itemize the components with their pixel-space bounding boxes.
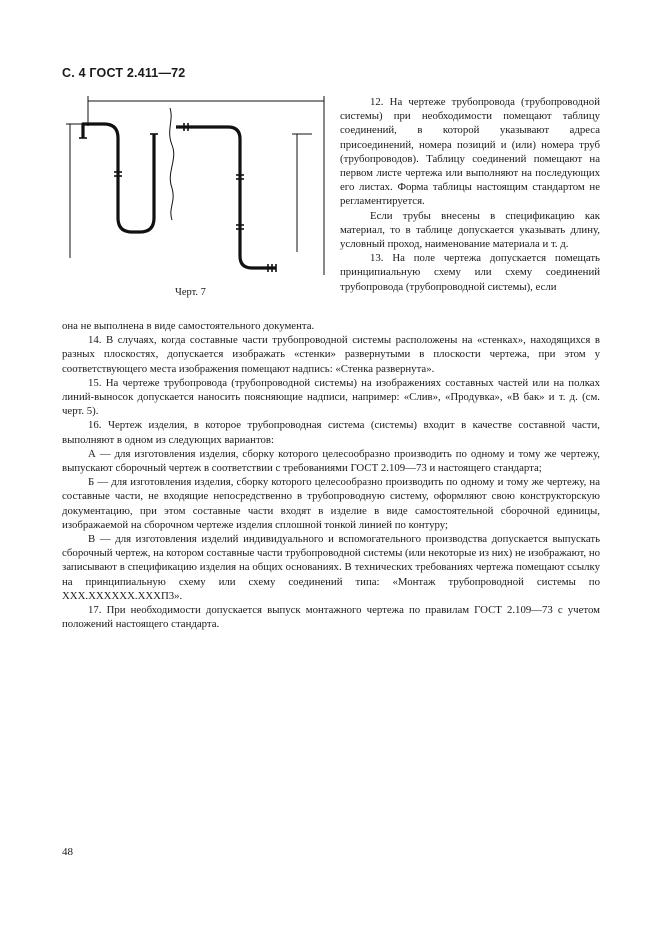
fittings: [79, 123, 276, 272]
paragraph-16-a: А — для изготовления изделия, сборку которого целесообразно производить по одному и тому же чертежу, выпускают сборочный чертеж в соответствии с требованиями ГОСТ 2.109—73 и настоящего стандарта;: [62, 447, 600, 475]
paragraph-13: 13. На поле чертежа допускается помещать принципиальную схему или схему соединений трубопровода (трубопроводной системы), если: [340, 252, 600, 293]
break-line: [170, 108, 174, 220]
pipeline-path: [83, 124, 154, 232]
paragraph-13-end: она не выполнена в виде самостоятельного документа.: [62, 320, 315, 332]
paragraph-12: 12. На чертеже трубопровода (трубопроводной системы) при необходимости помещают таблицу соединений, в которой указывают адреса присоединений, номера позиций и (или) номера труб (трубопроводов). Таблицу соединений помещают на первом листе чертежа или выполняют на последующих его листах. Форма таблицы настоящим стандартом не регламентируется.: [340, 96, 600, 208]
figure-caption: Черт. 7: [175, 287, 206, 298]
page-header: С. 4 ГОСТ 2.411—72: [62, 66, 186, 80]
paragraph-16-c: В — для изготовления изделий индивидуального и вспомогательного производства допускается выпускать сборочный чертеж, на котором составные части трубопроводной системы (или некоторые из них) не изображают, но записывают в спецификацию изделия на общих основаниях. В технических требованиях чертежа помещают ссылку на принципиальную схему или схему соединений типа: «Монтаж трубопроводной системы по XXX.XXXXXX.XXXП3».: [62, 533, 600, 602]
right-column-text: [340, 95, 600, 294]
pipeline-path-right: [176, 127, 276, 268]
paragraph-15: 15. На чертеже трубопровода (трубопроводной системы) на изображениях составных частей или на полках линий-выносок допускается наносить поясняющие надписи, например: «Слив», «Продувка», «В бак» и т. д. (см. черт. 5).: [62, 376, 600, 418]
page-number: 48: [62, 846, 73, 858]
paragraph-14: 14. В случаях, когда составные части трубопроводной системы расположены на «стенках», находящихся в разных плоскостях, допускается изображать «стенки» развернутыми в плоскости чертежа, при этом у соответствующего места изображения помещают надпись: «Стенка развернута».: [62, 334, 600, 375]
paragraph-17: 17. При необходимости допускается выпуск монтажного чертежа по правилам ГОСТ 2.109—73 с учетом положений настоящего стандарта.: [62, 604, 600, 631]
main-text: [62, 319, 600, 631]
pipeline-drawing: [62, 90, 334, 290]
paragraph-16-b: Б — для изготовления изделия, сборку которого целесообразно производить по одному и тому же чертежу, на составные части, не входящие непосредственно в трубопроводную систему, оформляют свою конструкторскую документацию, при этом составные части входят в изделие в виде самостоятельной сборочной единицы, изображаемой на сборочном чертеже изделия сплошной тонкой линией по контуру;: [62, 476, 600, 531]
paragraph-12-cont: Если трубы внесены в спецификацию как материал, то в таблице допускается указывать длину, условный проход, наименование материала и т. д.: [340, 209, 600, 251]
paragraph-16: 16. Чертеж изделия, в которое трубопроводная система (системы) входит в качестве составной части, выполняют в одном из следующих вариантов:: [62, 419, 600, 446]
